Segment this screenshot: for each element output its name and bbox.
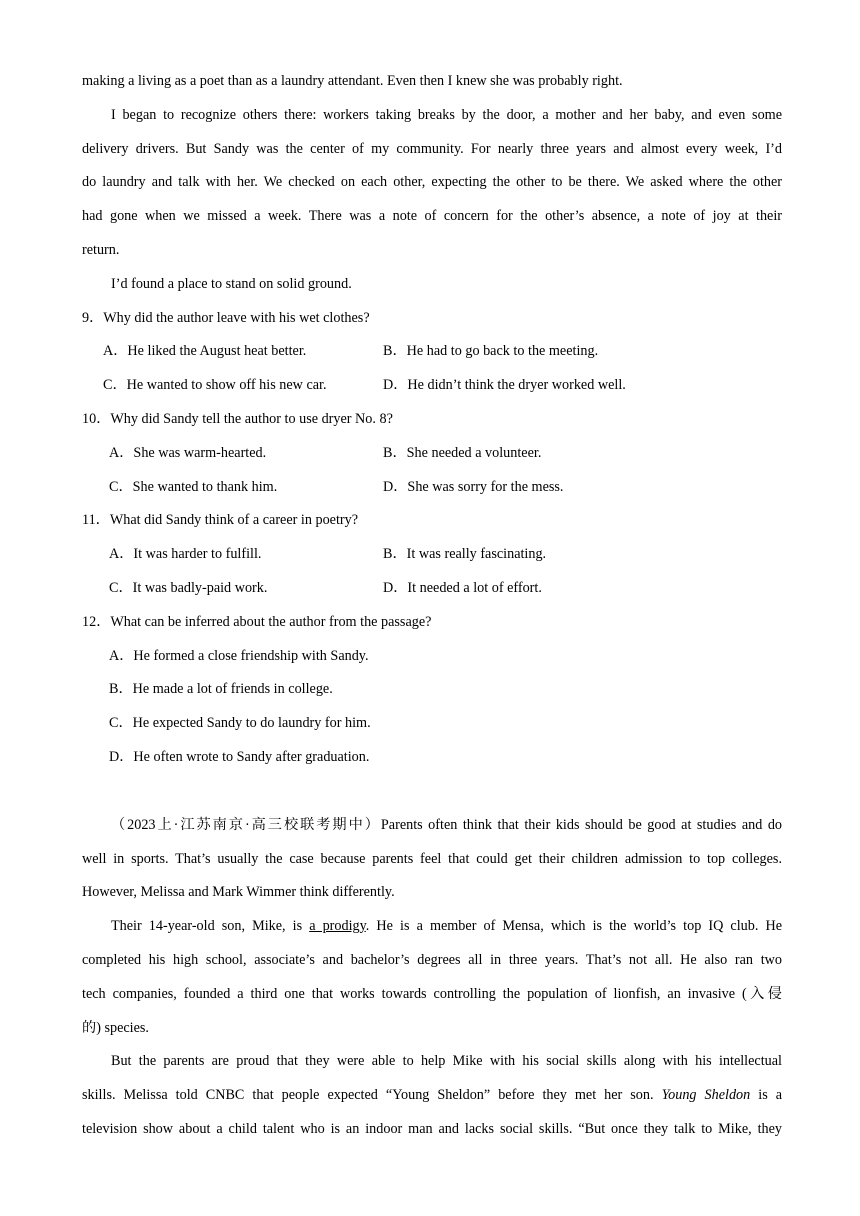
paragraph-line: skills. Melissa told CNBC that people expected “Young Sheldon” before they met her son. Young Sheldon is a [82,1087,783,1104]
underlined-phrase: a prodigy [309,918,366,935]
option-d: D．It needed a lot of effort. [383,579,542,596]
paragraph-line: do laundry and talk with her. We checked on each other, expecting the other to be there. We asked where the other [82,174,782,191]
question-stem: 11．What did Sandy think of a career in poetry? [82,512,359,529]
paragraph-line: return. [82,241,120,258]
paragraph-line: tech companies, founded a third one that works towards controlling the population of lionfish, an invasive (入侵 [82,985,782,1002]
option-c: C．He expected Sandy to do laundry for him. [109,715,371,732]
paragraph-line: 的) species. [82,1019,149,1036]
option-c: C．It was badly-paid work. [109,579,268,596]
paragraph-line: completed his high school, associate’s and bachelor’s degrees all in three years. That’s not all. He also ran two [82,951,782,968]
option-d: D．He often wrote to Sandy after graduation. [109,748,370,765]
paragraph-line: I began to recognize others there: workers taking breaks by the door, a mother and her baby, and even some [111,106,782,123]
option-d: D．He didn’t think the dryer worked well. [383,377,626,394]
paragraph-line: well in sports. That’s usually the case because parents feel that could get their children admission to top colleges. [82,850,782,867]
paragraph-line: making a living as a poet than as a laundry attendant. Even then I knew she was probably right. [82,73,623,89]
option-c: C．She wanted to thank him. [109,478,278,495]
option-b: B．She needed a volunteer. [383,444,542,461]
passage-paragraph [82,1045,782,1146]
option-d: D．She was sorry for the mess. [383,478,564,495]
option-row [82,369,782,403]
paragraph-line: But the parents are proud that they were able to help Mike with his social skills along with his intellectual [111,1053,782,1070]
option-a: A．He liked the August heat better. [103,343,307,360]
paragraph-line: Their 14-year-old son, Mike, is a prodigy. He is a member of Mensa, which is the world’s top IQ club. He [111,918,782,935]
option-b: B．He made a lot of friends in college. [109,681,333,698]
option-a: A．She was warm-hearted. [109,444,267,461]
paragraph [82,99,782,268]
paragraph-line: had gone when we missed a week. There was a note of concern for the other’s absence, a note of joy at their [82,208,782,225]
passage-paragraph [82,910,782,1045]
italic-title: Young Sheldon [661,1087,751,1104]
passage-paragraph [82,809,782,910]
option-b: B．It was really fascinating. [383,546,547,563]
source-tag: （2023上·江苏南京·高三校联考期中） [111,816,381,833]
option-row [82,538,782,572]
option-b: B．He had to go back to the meeting. [383,343,599,360]
section-spacer [82,775,782,809]
option-c: C．He wanted to show off his new car. [103,377,327,394]
question-9 [82,302,782,403]
question-12 [82,606,782,775]
paragraph-line: （2023上·江苏南京·高三校联考期中）Parents often think that their kids should be good at studies and do [111,816,783,833]
paragraph-line: television show about a child talent who is an indoor man and lacks social skills. “But once they talk to Mike, they [82,1120,782,1137]
question-11 [82,504,782,605]
option-row [82,572,782,606]
option-a: A．It was harder to fulfill. [109,546,262,563]
paragraph-line: However, Melissa and Mark Wimmer think differently. [82,884,395,901]
option-a: A．He formed a close friendship with Sandy. [109,647,369,664]
question-stem: 9．Why did the author leave with his wet clothes? [82,309,370,326]
option-row [82,437,782,471]
option-row [82,335,782,369]
question-stem: 12．What can be inferred about the author from the passage? [82,613,432,630]
document-page [82,65,782,1147]
paragraph-line: delivery drivers. But Sandy was the center of my community. For nearly three years and almost every week, I’d [82,140,782,157]
option-row [82,471,782,505]
question-stem: 10．Why did Sandy tell the author to use dryer No. 8? [82,410,393,427]
paragraph-line: I’d found a place to stand on solid ground. [111,275,352,292]
question-10 [82,403,782,504]
